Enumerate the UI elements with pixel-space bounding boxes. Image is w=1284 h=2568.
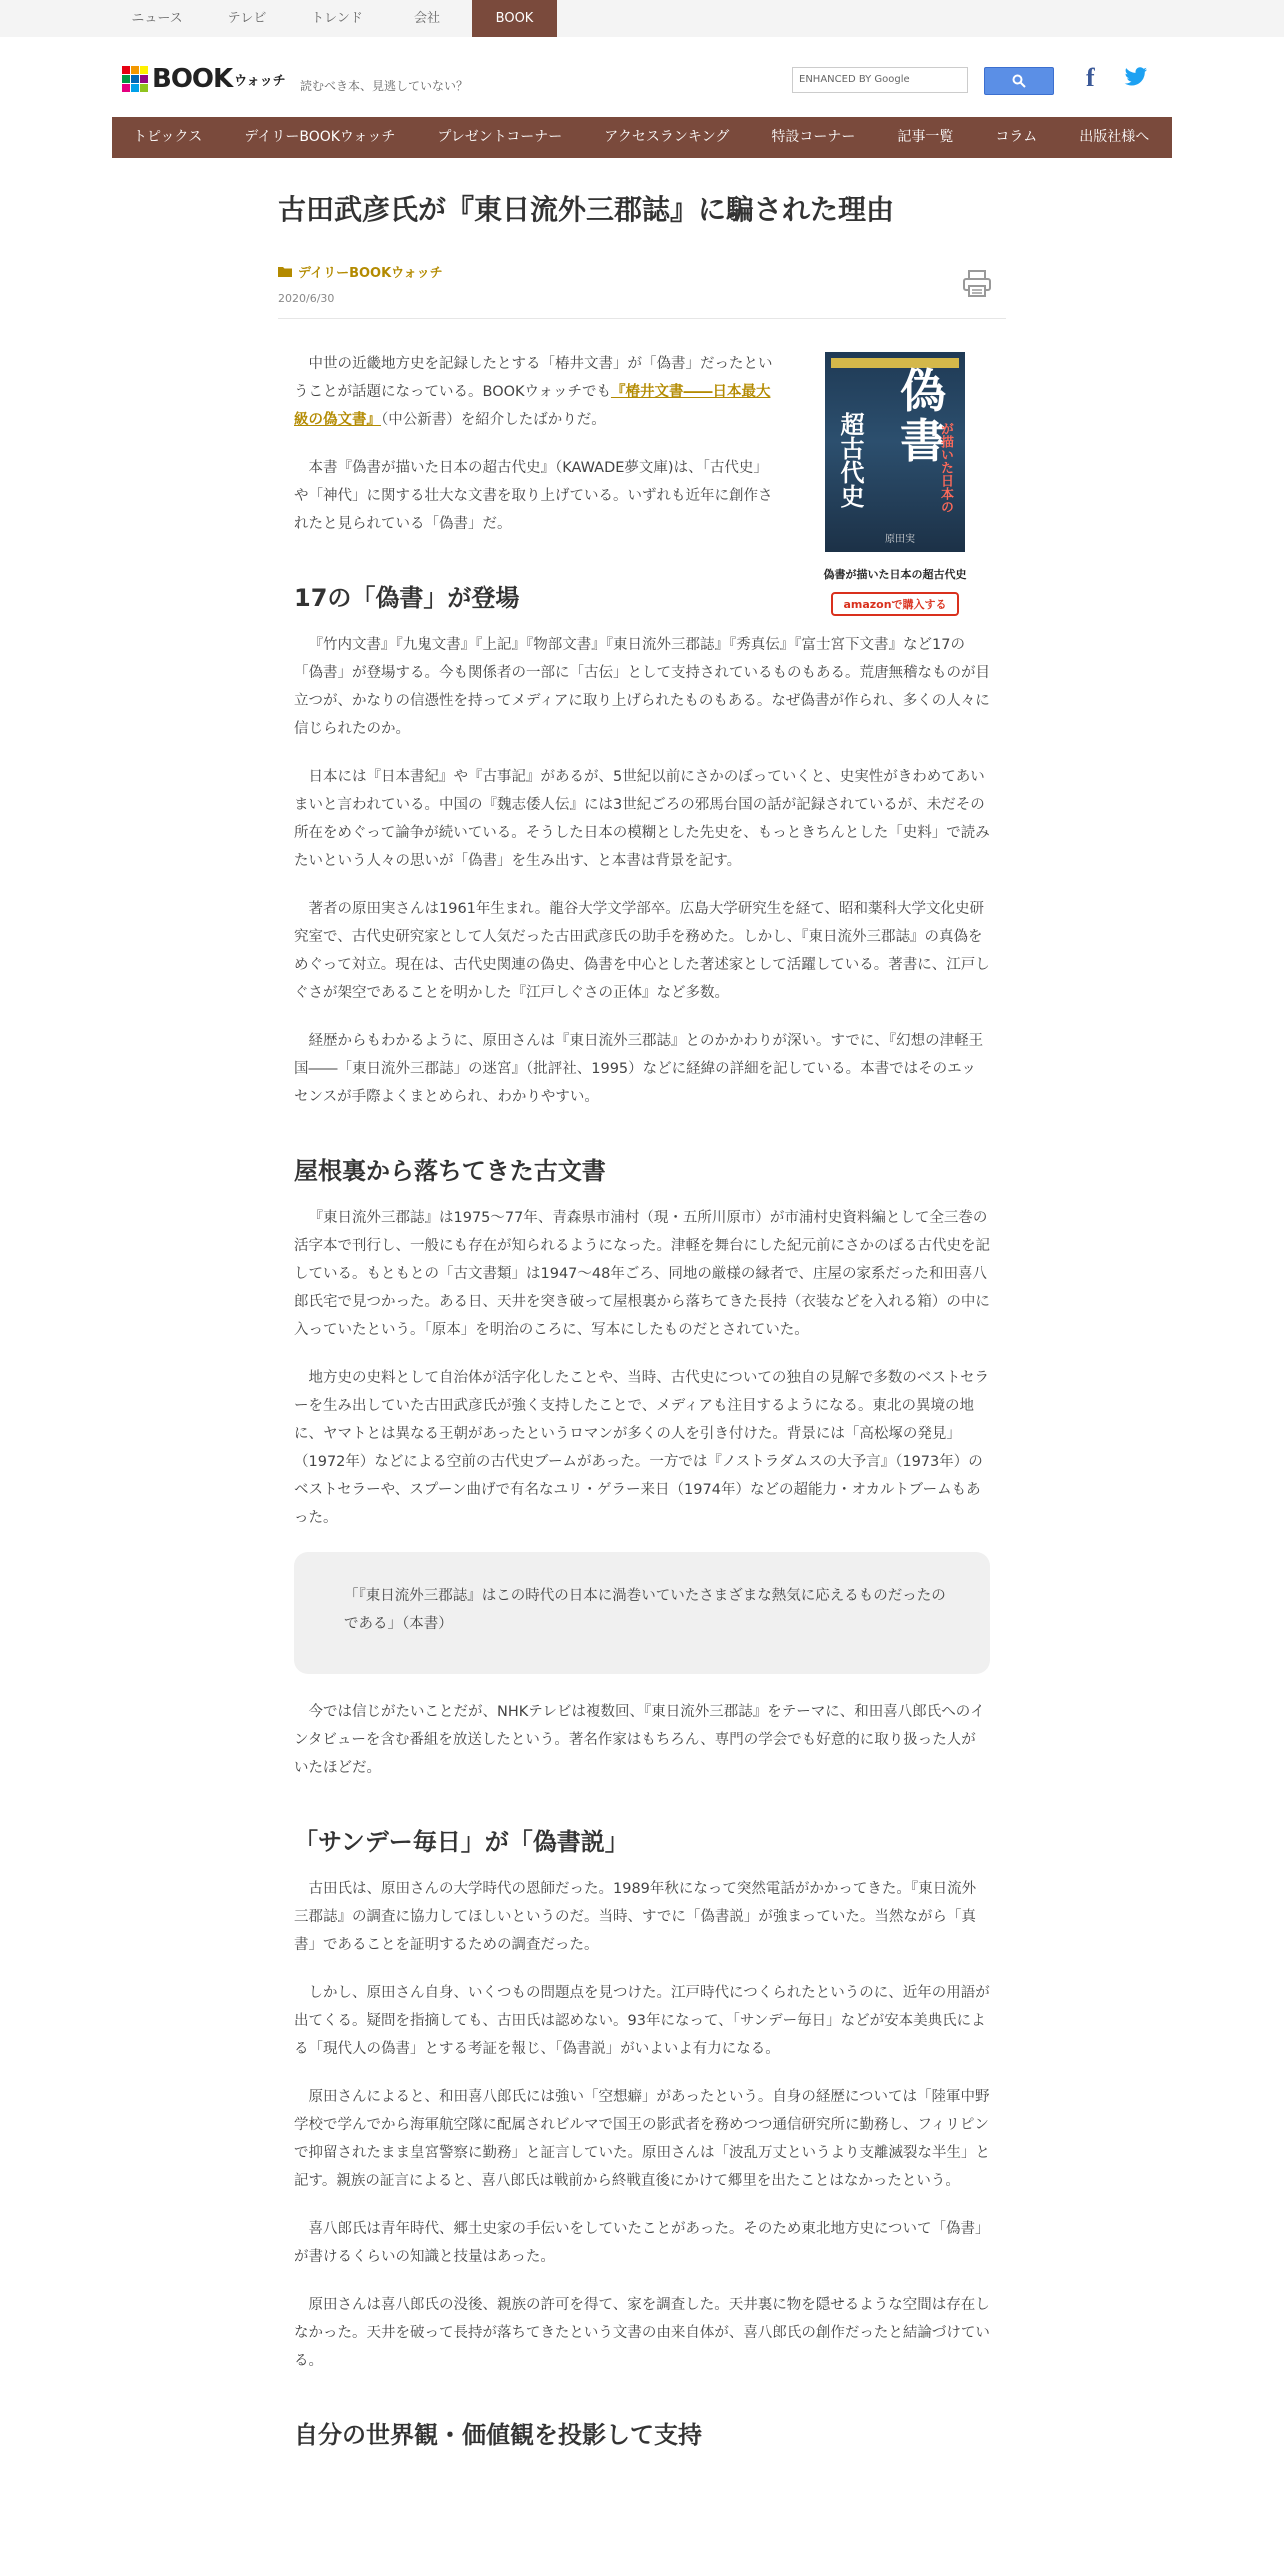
- twitter-icon[interactable]: [1124, 67, 1148, 87]
- tab-book[interactable]: BOOK: [472, 0, 557, 37]
- paragraph: 本書『偽書が描いた日本の超古代史』（KAWADE夢文庫)は、「古代史」や「神代」に関する壮大な文書を取り上げている。いずれも近年に創作されたと見られている「偽書」だ。: [294, 460, 773, 532]
- paragraph: 経歴からもわかるように、原田さんは『東日流外三郡誌』とのかかわりが深い。すでに、『幻想の津軽王国――「東日流外三郡誌」の迷宮』（批評社、1995）などに経緯の詳細を記している。本書ではそのエッセンスが手際よくまとめられ、わかりやすい。: [294, 1033, 984, 1105]
- facebook-icon[interactable]: f: [1086, 63, 1095, 92]
- site-header: [0, 37, 1284, 117]
- nav-present[interactable]: プレゼントコーナー: [437, 129, 563, 145]
- paragraph: 地方史の史料として自治体が活字化したことや、当時、古代史についての独自の見解で多数のベストセラーを生み出していた古田武彦氏が強く支持したことで、メディアも注目するようになる。東北の異境の地に、ヤマトとは異なる王朝があったというロマンが多くの人を引き付けた。背景には「高松塚の発見」（1972年）などによる空前の古代史ブームがあった。一方では『ノストラダムスの大予言』（1973年）のベストセラーや、スプーン曲げで有名なユリ・ゲラー来日（1974年）などの超能力・オカルトブームもあった。: [294, 1370, 989, 1526]
- tab-tv[interactable]: テレビ: [227, 11, 267, 26]
- nav-column[interactable]: コラム: [995, 129, 1038, 145]
- logo-word: BOOK: [152, 64, 233, 94]
- cover-author: 原田実: [885, 534, 915, 545]
- quote-text: 「『東日流外三郡誌』はこの時代の日本に渦巻いていたさまざまな熱気に応えるものだったのである」（本書）: [344, 1588, 946, 1632]
- blockquote: [294, 1552, 990, 1674]
- paragraph: 今では信じがたいことだが、NHKテレビは複数回、『東日流外三郡誌』をテーマに、和田喜八郎氏へのインタビューを含む番組を放送したという。著名作家はもちろん、専門の学会でも好意的に取り扱った人がいたほどだ。: [294, 1704, 985, 1776]
- paragraph: 著者の原田実さんは1961年生まれ。龍谷大学文学部卒。広島大学研究生を経て、昭和薬科大学文化史研究室で、古代史研究家として人気だった古田武彦氏の助手を務めた。しかし、『東日流外三郡誌』の真偽をめぐって対立。現在は、古代史関連の偽史、偽書を中心とした著述家として活躍している。著書に、江戸しぐさが架空であることを明かした『江戸しぐさの正体』など多数。: [294, 901, 990, 1001]
- paragraph-text: 中世の近畿地方史を記録したとする「椿井文書」が「偽書」だったということが話題になっている。BOOKウォッチでも: [294, 356, 773, 400]
- paragraph: 日本には『日本書紀』や『古事記』があるが、5世紀以前にさかのぼっていくと、史実性がきわめてあいまいと言われている。中国の『魏志倭人伝』には3世紀ごろの邪馬台国の話が記録されているが、未だその所在をめぐって論争が続いている。そうした日本の模糊とした先史を、もっときちんとした「史料」で読みたいという人々の思いが「偽書」を生み出す、と本書は背景を記す。: [294, 769, 990, 869]
- paragraph: 原田さんによると、和田喜八郎氏には強い「空想癖」があったという。自身の経歴については「陸軍中野学校で学んでから海軍航空隊に配属されビルマで国王の影武者を務めつつ通信研究所に勤務し、フィリピンで抑留されたまま皇宮警察に勤務」と証言していた。原田さんは「波乱万丈というより支離滅裂な半生」と記す。親族の証言によると、喜八郎氏は戦前から終戦直後にかけて郷里を出たことはなかったという。: [294, 2089, 990, 2189]
- paragraph: [294, 350, 774, 434]
- tab-company[interactable]: 会社: [413, 11, 440, 26]
- article-body: [294, 350, 990, 2468]
- search-icon: [1012, 74, 1026, 88]
- nav-special[interactable]: 特設コーナー: [771, 129, 856, 145]
- cover-title: 偽書: [900, 364, 946, 468]
- category-link[interactable]: [278, 262, 443, 281]
- site-logo[interactable]: [122, 64, 286, 94]
- article-date: 2020/6/30: [278, 292, 335, 305]
- tab-news[interactable]: ニュース: [131, 11, 183, 26]
- section-heading: 自分の世界観・価値観を投影して支持: [294, 2421, 702, 2449]
- section-heading: 「サンデー毎日」が「偽書説」: [294, 1828, 629, 1856]
- nav-articles[interactable]: 記事一覧: [897, 129, 954, 145]
- intro: [294, 350, 990, 538]
- logo-sub: ウォッチ: [234, 73, 286, 89]
- paragraph: 原田さんは喜八郎氏の没後、親族の許可を得て、家を調査した。天井裏に物を隠せるような空間は存在しなかった。天井を破って長持が落ちてきたという文書の由来自体が、喜八郎氏の創作だったと結論づけている。: [294, 2297, 990, 2369]
- main-nav: [112, 117, 1172, 158]
- section-heading: 屋根裏から落ちてきた古文書: [294, 1157, 606, 1185]
- book-link[interactable]: 『椿井文書――日本最大級の偽文書』: [294, 384, 771, 428]
- logo-mark: [122, 66, 148, 92]
- top-bar: [0, 0, 1284, 37]
- paragraph: 喜八郎氏は青年時代、郷土史家の手伝いをしていたことがあった。そのため東北地方史について「偽書」が書けるくらいの知識と技量はあった。: [294, 2221, 990, 2265]
- category-label: デイリーBOOKウォッチ: [298, 266, 443, 281]
- nav-ranking[interactable]: アクセスランキング: [604, 129, 730, 145]
- paragraph-text: （中公新書）を紹介したばかりだ。: [381, 412, 606, 428]
- cover-vertical-title: 超古代史: [836, 412, 865, 508]
- tab-trend[interactable]: トレンド: [311, 11, 363, 26]
- site-tabs: [112, 0, 557, 37]
- folder-icon: [278, 266, 292, 277]
- print-icon[interactable]: [962, 270, 992, 298]
- nav-topics[interactable]: トピックス: [133, 129, 203, 145]
- cover-subtitle: が描いた日本の: [938, 422, 953, 513]
- page-title: 古田武彦氏が『東日流外三郡誌』に騙された理由: [278, 193, 895, 226]
- paragraph: 『東日流外三郡誌』は1975～77年、青森県市浦村（現・五所川原市）が市浦村史資料編として全三巻の活字本で刊行し、一般にも存在が知られるようになった。津軽を舞台にした紀元前にさかのぼる古代史を記している。もともとの「古文書類」は1947～48年ごろ、同地の厳様の縁者で、庄屋の家系だった和田喜八郎氏宅で見つかった。ある日、天井を突き破って屋根裏から落ちてきた長持（衣装などを入れる箱）の中に入っていたという。「原本」を明治のころに、写本にしたものだとされていた。: [294, 1210, 990, 1338]
- paragraph: 『竹内文書』『九鬼文書』『上記』『物部文書』『東日流外三郡誌』『秀真伝』『富士宮下文書』など17の「偽書」が登場する。今も関係者の一部に「古伝」として支持されているものもある。荒唐無稽なものが目立つが、かなりの信憑性を持ってメディアに取り上げられたものもある。なぜ偽書が作られ、多くの人々に信じられたのか。: [294, 637, 990, 737]
- nav-daily[interactable]: デイリーBOOKウォッチ: [244, 129, 396, 145]
- section-heading: 17の「偽書」が登場: [294, 584, 520, 612]
- search-input[interactable]: ENHANCED BY Google: [792, 67, 968, 93]
- divider: [278, 318, 1006, 319]
- amazon-buy-button[interactable]: amazonで購入する: [831, 592, 958, 616]
- book-title: 偽書が描いた日本の超古代史: [823, 568, 967, 581]
- tagline: 読むべき本、見逃していない？: [300, 79, 469, 93]
- search-button[interactable]: [984, 67, 1054, 95]
- nav-publishers[interactable]: 出版社様へ: [1079, 129, 1150, 145]
- paragraph: 古田氏は、原田さんの大学時代の恩師だった。1989年秋になって突然電話がかかってきた。『東日流外三郡誌』の調査に協力してほしいというのだ。当時、すでに「偽書説」が強まっていた。当然ながら「真書」であることを証明するための調査だった。: [294, 1881, 977, 1953]
- paragraph: しかし、原田さん自身、いくつもの問題点を見つけた。江戸時代につくられたというのに、近年の用語が出てくる。疑問を指摘しても、古田氏は認めない。93年になって、「サンデー毎日」などが安本美典氏による「現代人の偽書」とする考証を報じ、「偽書説」がいよいよ有力になる。: [294, 1985, 990, 2057]
